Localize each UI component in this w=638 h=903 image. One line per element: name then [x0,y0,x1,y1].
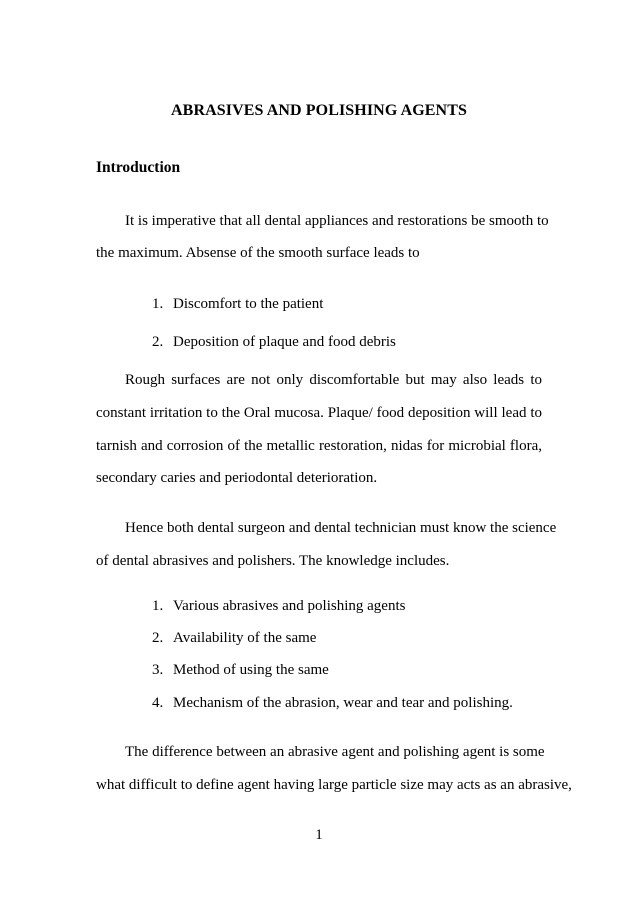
list-item [152,598,405,615]
paragraph-rough-surfaces-cont [96,439,542,454]
paragraph-knowledge [96,520,557,536]
paragraph-intro [96,213,549,229]
paragraph-line: of dental abrasives and polishers. The knowledge includes. [96,553,450,569]
list-item-number: 1. [152,598,164,614]
paragraph-rough-surfaces-cont [96,406,542,421]
list-item-number: 3. [152,662,164,678]
list-item [152,630,316,647]
paragraph-difference [96,744,545,760]
paragraph-line: tarnish and corrosion of the metallic restoration, nidas for microbial flora, [96,438,542,454]
paragraph-line: Hence both dental surgeon and dental technician must know the science [125,520,557,536]
paragraph-line: The difference between an abrasive agent and polishing agent is some [125,744,545,760]
paragraph-rough-surfaces-cont [96,471,542,486]
paragraph-line: Rough surfaces are not only discomfortable but may also leads to [125,372,542,388]
page-number: 1 [315,827,323,843]
list-item-number: 2. [152,630,164,646]
paragraph-difference-cont [96,777,572,793]
list-item-text: Availability of the same [173,630,317,646]
document-title: ABRASIVES AND POLISHING AGENTS [171,102,467,119]
paragraph-knowledge-cont [96,554,542,569]
paragraph-line: constant irritation to the Oral mucosa. Plaque/ food deposition will lead to [96,405,542,421]
list-item-text: Mechanism of the abrasion, wear and tear and polishing. [173,695,513,711]
list-item [152,662,329,679]
paragraph-line: secondary caries and periodontal deterioration. [96,470,378,486]
section-heading-introduction: Introduction [96,159,181,176]
list-item-number: 1. [152,296,164,312]
paragraph-line: the maximum. Absense of the smooth surface leads to [96,245,420,261]
paragraph-line: It is imperative that all dental appliances and restorations be smooth to [125,213,549,229]
list-item-text: Various abrasives and polishing agents [173,598,406,614]
list-item [152,296,323,313]
list-item-number: 2. [152,334,164,350]
paragraph-intro-cont [96,246,542,261]
list-item [152,695,513,712]
paragraph-rough-surfaces [96,373,542,388]
list-item [152,334,396,351]
list-item-number: 4. [152,695,164,711]
list-item-text: Discomfort to the patient [173,296,324,312]
list-item-text: Deposition of plaque and food debris [173,334,396,350]
list-item-text: Method of using the same [173,662,329,678]
paragraph-line: what difficult to define agent having large particle size may acts as an abrasive, [96,777,572,793]
